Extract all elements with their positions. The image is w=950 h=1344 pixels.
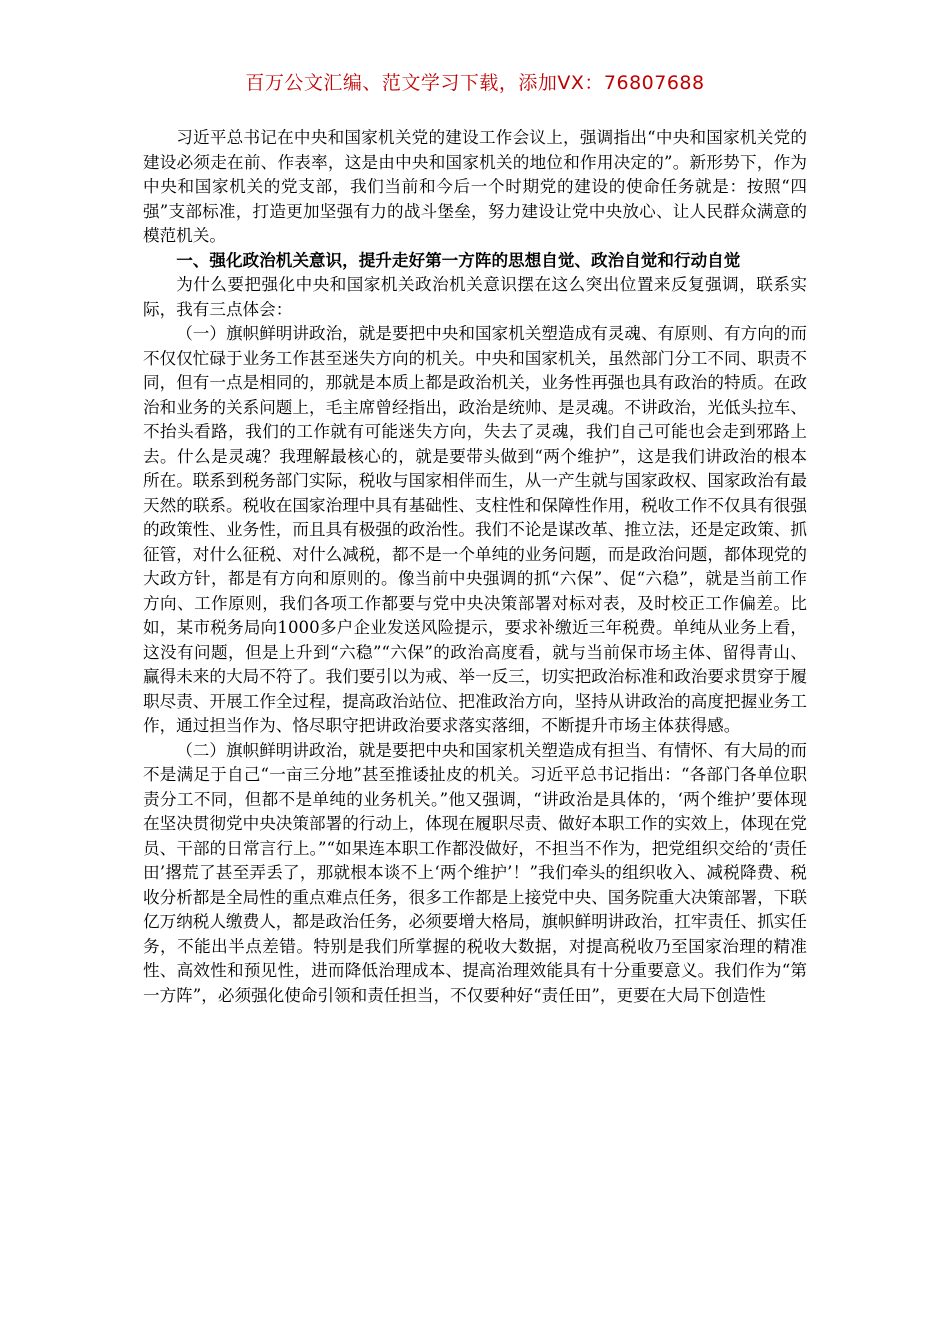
- document-body: [143, 126, 807, 1008]
- body-paragraph: （一）旗帜鲜明讲政治，就是要把中央和国家机关塑造成有灵魂、有原则、有方向的而不仅仅忙碌于业务工作甚至迷失方向的机关。中央和国家机关，虽然部门分工不同、职责不同，但有一点是相同的，那就是本质上都是政治机关，业务性再强也具有政治的特质。在政治和业务的关系问题上，毛主席曾经指出，政治是统帅、是灵魂。不讲政治，光低头拉车、不抬头看路，我们的工作就有可能迷失方向，失去了灵魂，我们自己可能也会走到邪路上去。什么是灵魂？我理解最核心的，就是要带头做到“两个维护”，这是我们讲政治的根本所在。联系到税务部门实际，税收与国家相伴而生，从一产生就与国家政权、国家政治有最天然的联系。税收在国家治理中具有基础性、支柱性和保障性作用，税收工作不仅具有很强的政策性、业务性，而且具有极强的政治性。我们不论是谋改革、推立法，还是定政策、抓征管，对什么征税、对什么减税，都不是一个单纯的业务问题，而是政治问题，都体现党的大政方针，都是有方向和原则的。像当前中央强调的抓“六保”、促“六稳”，就是当前工作方向、工作原则，我们各项工作都要与党中央决策部署对标对表，及时校正工作偏差。比如，某市税务局向1000多户企业发送风险提示，要求补缴近三年税费。单纯从业务上看，这没有问题，但是上升到“六稳”“六保”的政治高度看，就与当前保市场主体、留得青山、赢得未来的大局不符了。我们要引以为戒、举一反三，切实把政治标准和政治要求贯穿于履职尽责、开展工作全过程，提高政治站位、把准政治方向，坚持从讲政治的高度把握业务工作，通过担当作为、恪尽职守把讲政治要求落实落细，不断提升市场主体获得感。: [143, 324, 807, 735]
- body-paragraph: （二）旗帜鲜明讲政治，就是要把中央和国家机关塑造成有担当、有情怀、有大局的而不是满足于自己“一亩三分地”甚至推诿扯皮的机关。习近平总书记指出：“各部门各单位职责分工不同，但都不是单纯的业务机关。”他又强调，“讲政治是具体的，‘两个维护’要体现在坚决贯彻党中央决策部署的行动上，体现在履职尽责、做好本职工作的实效上，体现在党员、干部的日常言行上。”“如果连本职工作都没做好，不担当不作为，把党组织交给的‘责任田’撂荒了甚至弄丢了，那就根本谈不上‘两个维护’！”我们牵头的组织收入、减税降费、税收分析都是全局性的重点难点任务，很多工作都是上接党中央、国务院重大决策部署，下联亿万纳税人缴费人，都是政治任务，必须要增大格局，旗帜鲜明讲政治，扛牢责任、抓实任务，不能出半点差错。特别是我们所掌握的税收大数据，对提高税收乃至国家治理的精准性、高效性和预见性，进而降低治理成本、提高治理效能具有十分重要意义。我们作为“第一方阵”，必须强化使命引领和责任担当，不仅要种好“责任田”，更要在大局下创造性: [143, 740, 807, 1005]
- body-paragraph: 为什么要把强化中央和国家机关政治机关意识摆在这么突出位置来反复强调，联系实际，我有三点体会：: [143, 275, 807, 319]
- intro-paragraph: 习近平总书记在中央和国家机关党的建设工作会议上，强调指出“中央和国家机关党的建设必须走在前、作表率，这是由中央和国家机关的地位和作用决定的”。新形势下，作为中央和国家机关的党支部，我们当前和今后一个时期党的建设的使命任务就是：按照“四强”支部标准，打造更加坚强有力的战斗堡垒，努力建设让党中央放心、让人民群众满意的模范机关。: [143, 128, 807, 245]
- section-heading: 一、强化政治机关意识，提升走好第一方阵的思想自觉、政治自觉和行动自觉: [176, 250, 741, 270]
- promo-banner: 百万公文汇编、范文学习下载，添加VX：76807688: [245, 72, 705, 94]
